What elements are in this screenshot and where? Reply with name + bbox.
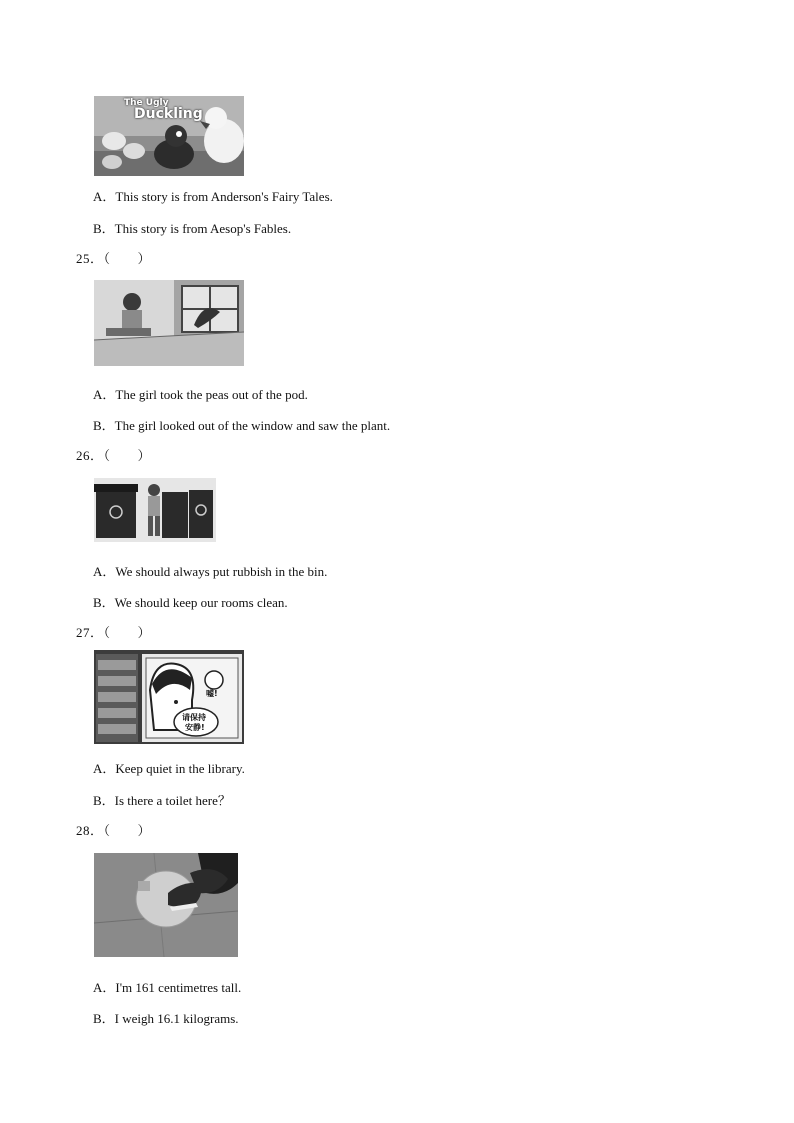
option-a: A．This story is from Anderson's Fairy Tales. xyxy=(93,189,333,204)
sign-text-shh: 嘘! xyxy=(206,689,218,698)
sign-text-line-1: 请保持 xyxy=(182,713,206,722)
option-a: A．I'm 161 centimetres tall. xyxy=(93,980,242,995)
rubbish-bins-image xyxy=(94,478,216,542)
option-b: B．The girl looked out of the window and saw the plant. xyxy=(93,418,391,433)
option-a: A．We should always put rubbish in the bin. xyxy=(93,564,328,579)
image-title-line-2: Duckling xyxy=(134,106,203,122)
question-number: 26．（ ） xyxy=(76,448,152,463)
library-sign-image xyxy=(94,650,244,744)
image-title-line-1: The Ugly xyxy=(124,98,169,108)
ugly-duckling-image xyxy=(94,96,244,176)
option-b: B．This story is from Aesop's Fables. xyxy=(93,221,292,236)
girl-window-image xyxy=(94,280,244,366)
option-b: B．We should keep our rooms clean. xyxy=(93,595,288,610)
option-b: B．I weigh 16.1 kilograms. xyxy=(93,1011,239,1026)
option-b: B．Is there a toilet here？ xyxy=(93,793,231,808)
question-number: 28．（ ） xyxy=(76,823,152,838)
option-a: A．The girl took the peas out of the pod. xyxy=(93,387,308,402)
scale-feet-image xyxy=(94,853,238,957)
option-a: A．Keep quiet in the library. xyxy=(93,761,245,776)
question-number: 27．（ ） xyxy=(76,625,152,640)
question-number: 25．（ ） xyxy=(76,251,152,266)
sign-text-line-2: 安静! xyxy=(185,723,205,732)
